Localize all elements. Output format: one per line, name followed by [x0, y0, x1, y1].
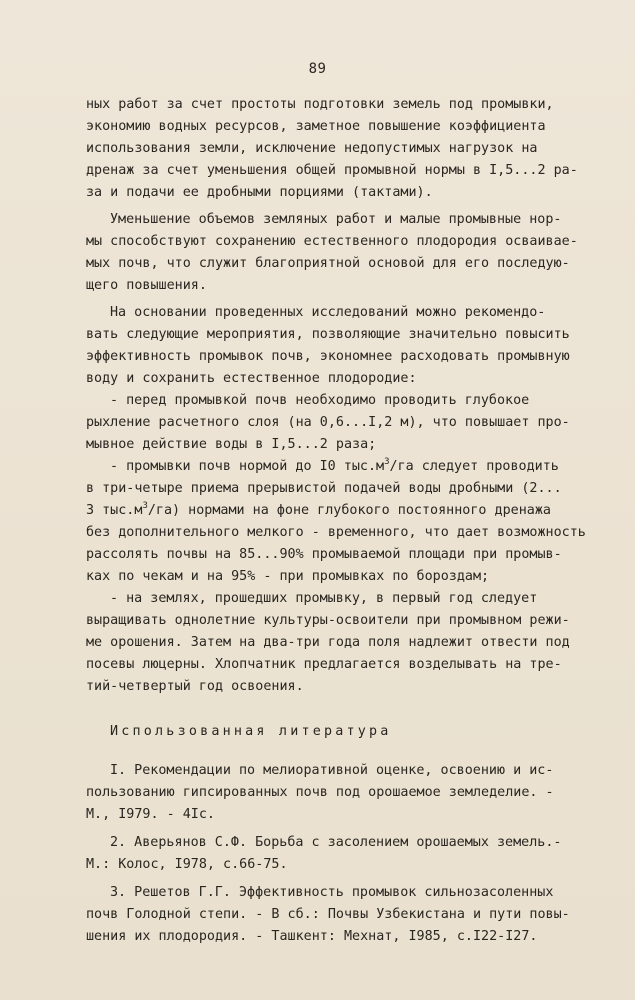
text-line: воду и сохранить естественное плодородие: [86, 371, 417, 386]
text-line: ме орошения. Затем на два-три года поля надлежит отвести под [86, 635, 570, 650]
text-line: ках по чекам и на 95% - при промывках по бороздам; [86, 569, 490, 584]
page-number: 89 [308, 61, 327, 77]
text-line: за и подачи ее дробными порциями (тактами). [86, 185, 433, 200]
reference-line: шения их плодородия. - Ташкент: Мехнат, I985, с.I22-I27. [86, 929, 538, 944]
text-segment: /га следует проводить [389, 459, 559, 474]
text-line: - на землях, прошедших промывку, в первый год следует [110, 591, 538, 606]
text-line: в три-четыре приема прерывистой подачей воды дробными (2... [86, 481, 562, 496]
text-segment: - промывки почв нормой до I0 тыс.м [110, 459, 385, 474]
text-line: посевы люцерны. Хлопчатник предлагается возделывать на тре- [86, 657, 562, 672]
text-line: рассолять почвы на 85...90% промываемой площади при промыв- [86, 547, 562, 562]
text-line-with-superscript [110, 458, 559, 476]
text-line: эффективность промывок почв, экономнее расходовать промывную [86, 349, 570, 364]
reference-line: почв Голодной степи. - В сб.: Почвы Узбекистана и пути повы- [86, 907, 570, 922]
reference-line: М.: Колос, I978, с.66-75. [86, 857, 288, 872]
text-line: вать следующие мероприятия, позволяющие значительно повысить [86, 327, 570, 342]
text-line: Уменьшение объемов земляных работ и малые промывные нор- [110, 212, 562, 227]
text-segment: 3 тыс.м [86, 503, 143, 518]
text-line: экономию водных ресурсов, заметное повышение коэффициента [86, 119, 546, 134]
text-line: мы способствуют сохранению естественного плодородия осваивае- [86, 234, 578, 249]
text-line: дренаж за счет уменьшения общей промывной нормы в I,5...2 ра- [86, 163, 578, 178]
reference-line: I. Рекомендации по мелиоративной оценке, освоению и ис- [110, 763, 554, 778]
text-line: ных работ за счет простоты подготовки земель под промывки, [86, 97, 554, 112]
reference-line: 3. Решетов Г.Г. Эффективность промывок сильнозасоленных [110, 885, 554, 900]
text-line: выращивать однолетние культуры-освоители при промывном режи- [86, 613, 570, 628]
text-line: На основании проведенных исследований можно рекомендо- [110, 305, 546, 320]
text-line-with-superscript [86, 502, 551, 520]
superscript: 3 [142, 501, 148, 511]
text-line: использования земли, исключение недопустимых нагрузок на [86, 141, 538, 156]
reference-line: пользованию гипсированных почв под орошаемое земледелие. - [86, 785, 554, 800]
text-line: мых почв, что служит благоприятной основой для его последую- [86, 256, 570, 271]
text-line: - перед промывкой почв необходимо проводить глубокое [110, 393, 530, 408]
text-line: рыхление расчетного слоя (на 0,6...I,2 м), что повышает про- [86, 415, 570, 430]
text-line: тий-четвертый год освоения. [86, 679, 304, 694]
superscript: 3 [384, 457, 390, 467]
text-segment: /га) нормами на фоне глубокого постоянного дренажа [147, 503, 551, 518]
text-line: без дополнительного мелкого - временного, что дает возможность [86, 525, 586, 540]
text-line: мывное действие воды в I,5...2 раза; [86, 437, 377, 452]
reference-line: М., I979. - 4Iс. [86, 807, 215, 822]
reference-line: 2. Аверьянов С.Ф. Борьба с засолением орошаемых земель.- [110, 835, 562, 850]
references-heading: Использованная литература [110, 724, 392, 739]
text-line: щего повышения. [86, 278, 207, 293]
